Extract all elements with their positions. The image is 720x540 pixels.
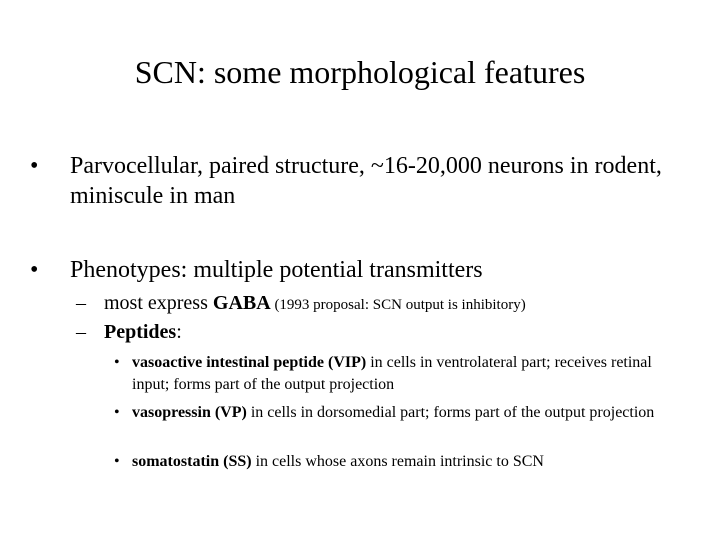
peptide-name: vasopressin (VP)	[132, 404, 247, 421]
peptide-marker: •	[114, 453, 120, 470]
subbullet-marker: –	[76, 292, 86, 314]
peptides-label: Peptides	[104, 321, 177, 343]
subbullet-peptides	[76, 319, 182, 345]
gaba-note: (1993 proposal: SCN output is inhibitory)	[270, 297, 526, 313]
peptide-description: in cells whose axons remain intrinsic to SCN	[251, 453, 544, 470]
peptide-item-vp	[114, 402, 684, 424]
peptide-marker: •	[114, 354, 120, 371]
peptides-colon: :	[176, 321, 182, 343]
bullet-parvocellular	[30, 151, 690, 211]
peptide-text	[132, 402, 684, 424]
slide-title: SCN: some morphological features	[134, 54, 586, 90]
peptide-text	[132, 451, 684, 473]
peptide-item-vip	[114, 352, 684, 396]
bullet-text: Phenotypes: multiple potential transmitters	[70, 257, 483, 283]
peptide-description: in cells in dorsomedial part; forms part of the output projection	[246, 404, 655, 421]
subbullet-prefix: most express	[104, 292, 213, 314]
subbullet-marker: –	[76, 321, 86, 343]
bullet-phenotypes	[30, 255, 690, 285]
peptide-name: vasoactive intestinal peptide (VIP)	[132, 354, 367, 371]
peptide-text	[132, 352, 684, 396]
peptide-marker: •	[114, 404, 120, 421]
gaba-label: GABA	[212, 292, 271, 314]
peptide-item-ss	[114, 451, 684, 473]
bullet-text: Parvocellular, paired structure, ~16-20,000 neurons in rodent, miniscule in man	[70, 153, 662, 209]
subbullet-gaba	[76, 290, 526, 318]
bullet-marker: •	[30, 257, 39, 283]
peptide-name: somatostatin (SS)	[132, 453, 252, 470]
bullet-marker: •	[30, 153, 39, 179]
peptide-description: in cells in ventrolateral part; receives retinal input; forms part of the output projection	[132, 354, 652, 393]
